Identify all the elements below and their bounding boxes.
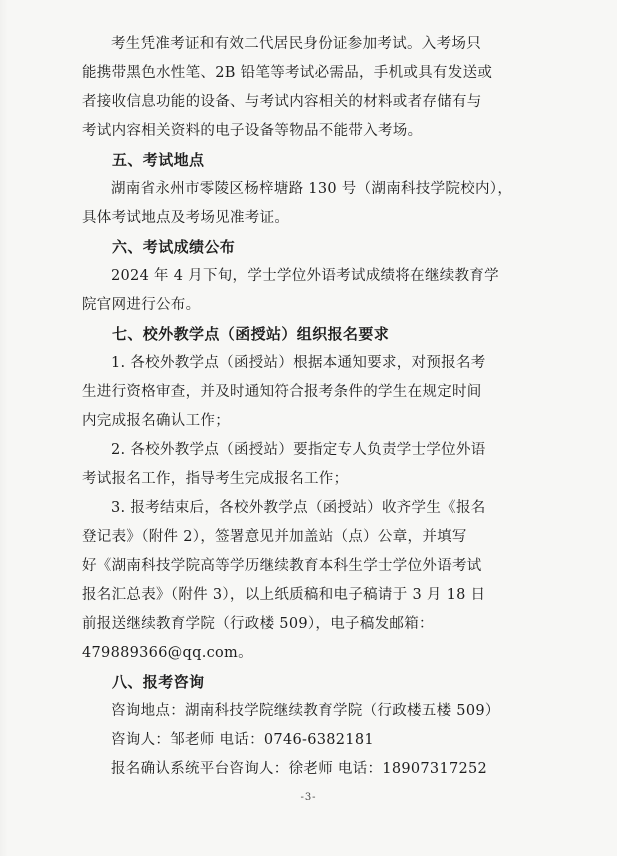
text-line: 生进行资格审查，并及时通知符合报考条件的学生在规定时间 xyxy=(82,384,482,400)
text-line: 考试内容相关资料的电子设备等物品不能带入考场。 xyxy=(82,123,423,139)
inquiry-contact-2: 报名确认系统平台咨询人：徐老师 电话：18907317252 xyxy=(111,761,488,777)
inquiry-contact-1: 咨询人：邹老师 电话：0746-6382181 xyxy=(111,732,374,748)
requirement-item-2 xyxy=(82,436,542,494)
inquiry-location: 咨询地点：湖南科技学院继续教育学院（行政楼五楼 509） xyxy=(111,703,500,719)
text-line: 院官网进行公布。 xyxy=(82,297,201,313)
text-line: 考试报名工作，指导考生完成报名工作； xyxy=(82,471,349,487)
email-line: 479889366@qq.com。 xyxy=(82,645,253,661)
text-line: 好《湖南科技学院高等学历继续教育本科生学士学位外语考试 xyxy=(82,558,482,574)
text-line: 2. 各校外教学点（函授站）要指定专人负责学士学位外语 xyxy=(111,442,486,458)
intro-paragraph xyxy=(82,30,542,146)
document-body xyxy=(82,30,542,784)
text-line: 1. 各校外教学点（函授站）根据本通知要求，对预报名考 xyxy=(111,355,486,371)
text-line: 登记表》（附件 2），签署意见并加盖站（点）公章，并填写 xyxy=(82,529,467,545)
text-line: 具体考试地点及考场见准考证。 xyxy=(82,210,290,226)
requirement-item-3 xyxy=(82,494,542,668)
page-number: -3- xyxy=(300,792,317,803)
results-paragraph xyxy=(82,262,542,320)
text-line: 前报送继续教育学院（行政楼 509），电子稿发邮箱： xyxy=(82,616,434,632)
section-heading-exam-location: 五、考试地点 xyxy=(112,151,205,169)
section-heading-results: 六、考试成绩公布 xyxy=(112,238,236,256)
text-line: 能携带黑色水性笔、2B 铅笔等考试必需品，手机或具有发送或 xyxy=(82,65,493,81)
section-heading-inquiry: 八、报考咨询 xyxy=(112,673,205,691)
text-line: 者接收信息功能的设备、与考试内容相关的材料或者存储有与 xyxy=(82,94,482,110)
exam-location-paragraph xyxy=(82,175,542,233)
text-line: 考生凭准考证和有效二代居民身份证参加考试。入考场只 xyxy=(111,36,481,52)
text-line: 内完成报名确认工作； xyxy=(82,413,230,429)
text-line: 湖南省永州市零陵区杨梓塘路 130 号（湖南科技学院校内）， xyxy=(111,181,513,197)
text-line: 3. 报考结束后，各校外教学点（函授站）收齐学生《报名 xyxy=(111,500,486,516)
section-heading-registration-requirements: 七、校外教学点（函授站）组织报名要求 xyxy=(112,325,390,343)
text-line: 2024 年 4 月下旬，学士学位外语考试成绩将在继续教育学 xyxy=(111,268,499,284)
text-line: 报名汇总表》（附件 3），以上纸质稿和电子稿请于 3 月 18 日 xyxy=(82,587,486,603)
requirement-item-1 xyxy=(82,349,542,436)
